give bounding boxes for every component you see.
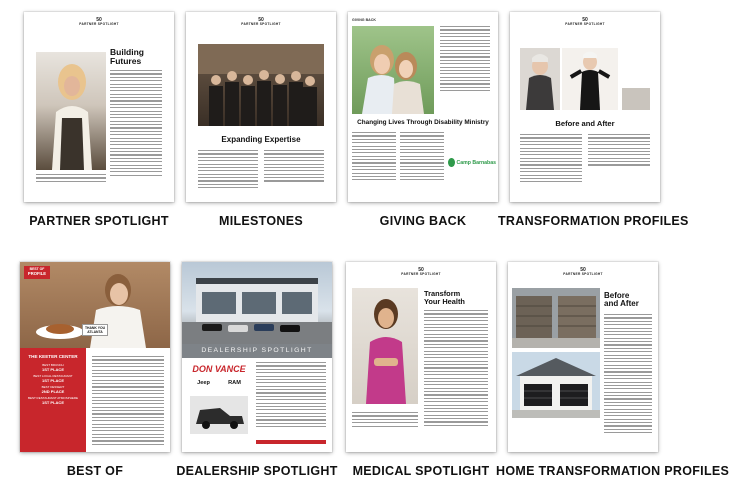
ram-logo: RAM: [228, 380, 241, 386]
award-1: BEST BRUNCH: [42, 363, 64, 367]
dealer-logo: DON VANCE: [192, 364, 246, 374]
magazine-brand: 50 PARTNER SPOTLIGHT: [401, 267, 441, 276]
article-text-left: [520, 134, 582, 185]
award-3: BEST DESSERT: [41, 385, 65, 389]
thank-you-sign: THANK YOU ATLANTA: [82, 324, 108, 336]
caption-best-of: BEST OF: [66, 464, 124, 478]
article-photo: [352, 26, 434, 114]
award-4-place: 1ST PLACE: [41, 400, 64, 405]
article-text-right: [264, 150, 324, 184]
article-photo: [36, 52, 106, 170]
magazine-page: [186, 12, 336, 202]
article-text-mid: [400, 132, 444, 183]
caption-milestones: MILESTONES: [218, 214, 304, 228]
awards-panel: [20, 348, 86, 452]
magazine-page: [346, 262, 496, 452]
after-photo: [562, 48, 618, 110]
magazine-page: [24, 12, 174, 202]
article-text: [92, 356, 164, 447]
article-text-left: [352, 132, 396, 183]
magazine-page: [508, 262, 658, 452]
magazine-brand: 50 PARTNER SPOTLIGHT: [241, 17, 281, 26]
magazine-page: [348, 12, 498, 202]
article-headline: Changing Lives Through Disability Ministry: [357, 119, 489, 126]
after-house-photo: [512, 352, 600, 418]
award-1-place: 1ST PLACE: [41, 367, 64, 372]
article-text: [110, 70, 162, 178]
article-text: [424, 310, 488, 428]
caption-medical-spotlight: MEDICAL SPOTLIGHT: [352, 464, 490, 478]
section-kicker: GIVING BACK: [352, 18, 376, 22]
article-text-right: [588, 134, 650, 168]
article-text-left: [198, 150, 258, 191]
article-headline: Before and After: [555, 119, 615, 128]
camp-barnabas-logo: Camp Barnabas: [448, 158, 496, 167]
dealership-banner: DEALERSHIP SPOTLIGHT: [182, 344, 332, 358]
magazine-page: [20, 262, 170, 452]
before-house-photo: [512, 288, 600, 348]
awards-title: THE KEETER CENTER: [28, 354, 78, 359]
truck-photo: [190, 396, 248, 434]
article-caption: [352, 412, 418, 429]
dealership-photo: [182, 262, 332, 344]
article-text: [604, 314, 652, 436]
caption-transformation-profiles: TRANSFORMATION PROFILES: [498, 214, 689, 228]
caption-giving-back: GIVING BACK: [379, 214, 467, 228]
sidebar-text: [440, 26, 490, 94]
best-of-badge: BEST OF PROFILE: [24, 266, 50, 279]
award-2-place: 1ST PLACE: [41, 378, 64, 383]
award-3-place: 2ND PLACE: [41, 389, 65, 394]
before-photo: [520, 48, 560, 110]
article-headline: Transform Your Health: [424, 289, 465, 306]
small-photo: [622, 88, 650, 110]
caption-home-transformation-profiles: HOME TRANSFORMATION PROFILES: [496, 464, 729, 478]
magazine-brand: 50 PARTNER SPOTLIGHT: [565, 17, 605, 26]
magazine-page: [182, 262, 332, 452]
article-caption: [36, 174, 106, 184]
award-2: BEST LOCAL RESTAURANT: [33, 374, 73, 378]
article-text: [256, 362, 326, 430]
article-headline: Before and After: [604, 291, 639, 309]
footer-bar: [256, 440, 326, 444]
article-photo: [352, 288, 418, 404]
group-photo: [198, 44, 324, 126]
compass-icon: [448, 158, 455, 167]
magazine-brand: 50 PARTNER SPOTLIGHT: [79, 17, 119, 26]
jeep-logo: Jeep: [197, 380, 210, 386]
article-headline: Expanding Expertise: [221, 135, 301, 144]
caption-dealership-spotlight: DEALERSHIP SPOTLIGHT: [176, 464, 338, 478]
brand-logos: [188, 380, 250, 386]
magazine-brand: 50 PARTNER SPOTLIGHT: [563, 267, 603, 276]
award-4: BEST RESTAURANT ATMOSPHERE: [27, 396, 79, 400]
caption-partner-spotlight: PARTNER SPOTLIGHT: [29, 214, 169, 228]
magazine-page: [510, 12, 660, 202]
article-headline: Building Futures: [110, 47, 144, 66]
